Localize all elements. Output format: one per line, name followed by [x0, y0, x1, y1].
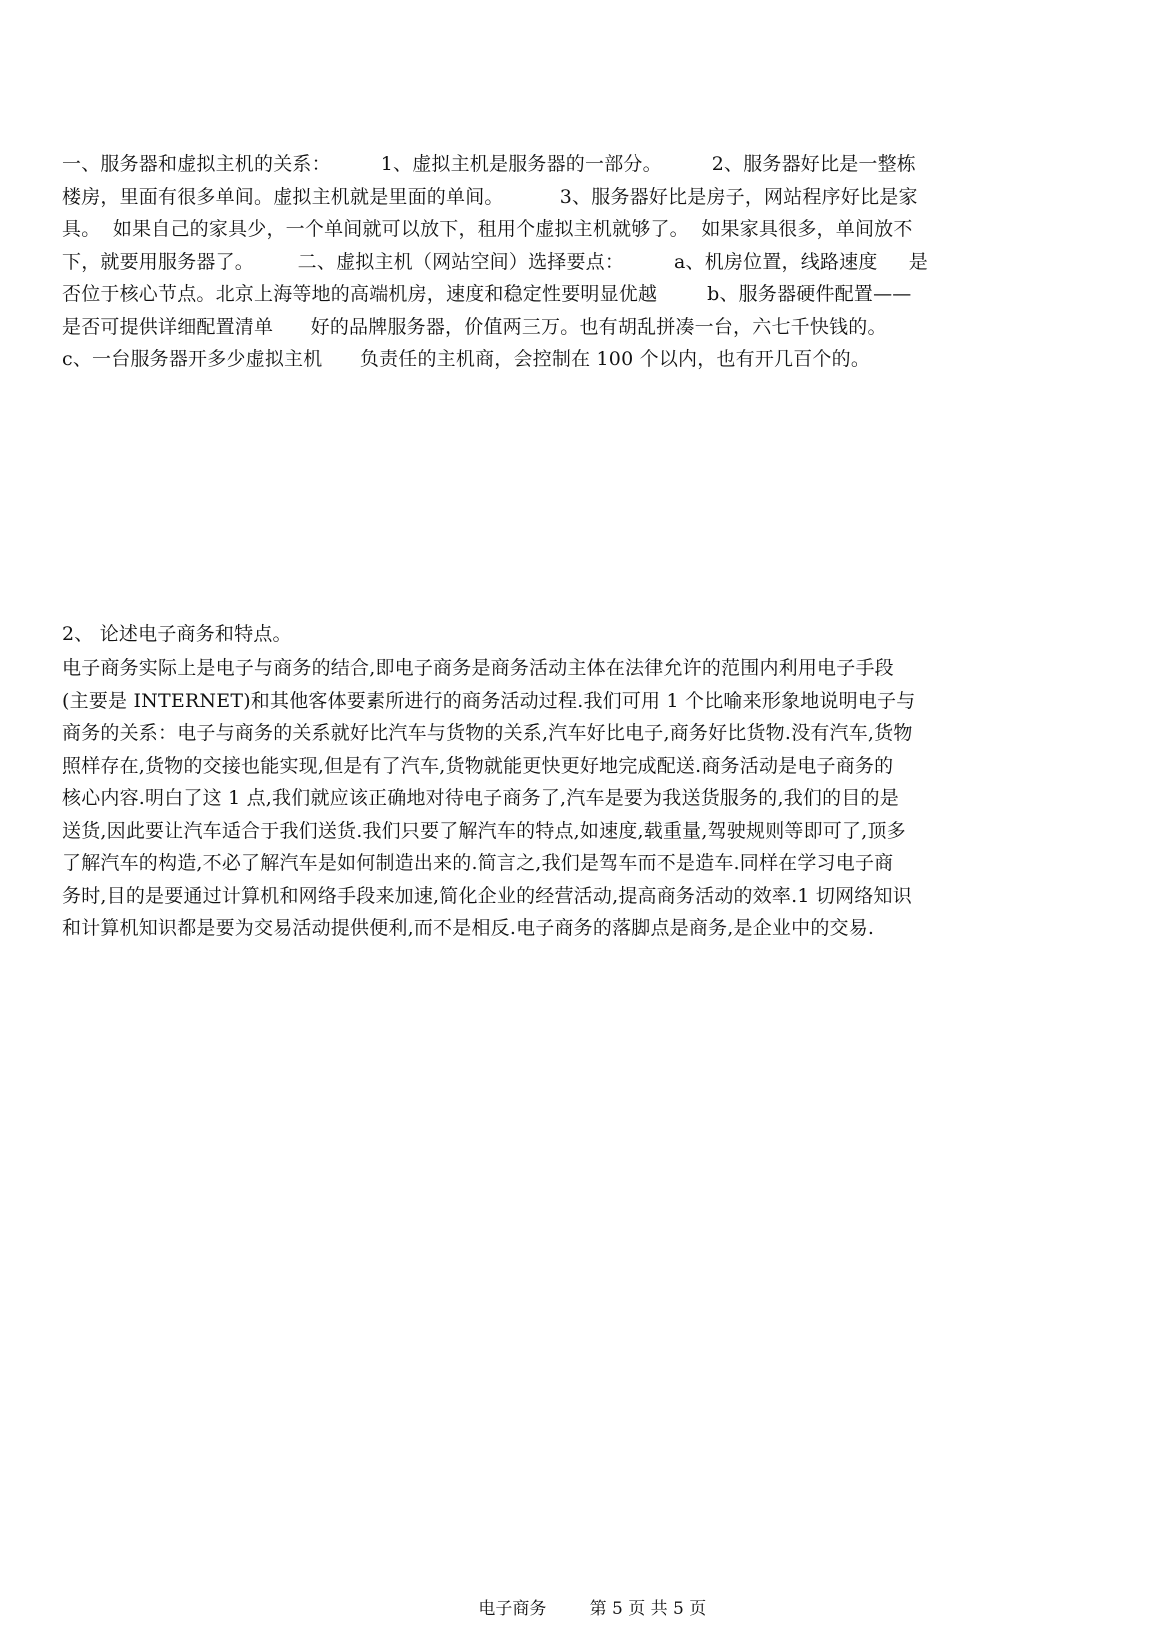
paragraph-line: 送货,因此要让汽车适合于我们送货.我们只要了解汽车的特点,如速度,载重量,驾驶规则等即可了,顶多 — [62, 819, 906, 842]
paragraph-line: 核心内容.明白了这 1 点,我们就应该正确地对待电子商务了,汽车是要为我送货服务的,我们的目的是 — [62, 787, 899, 809]
paragraph-line: 是否可提供详细配置清单 好的品牌服务器，价值两三万。也有胡乱拼凑一台，六七千快钱的。 — [62, 315, 887, 338]
paragraph-line: 一、服务器和虚拟主机的关系： 1、虚拟主机是服务器的一部分。 2、服务器好比是一整栋 — [62, 153, 917, 175]
paragraph-line: 务时,目的是要通过计算机和网络手段来加速,简化企业的经营活动,提高商务活动的效率.1 切网络知识 — [62, 884, 912, 907]
paragraph-line: 下，就要用服务器了。 二、虚拟主机（网站空间）选择要点： a、机房位置，线路速度 是 — [62, 250, 928, 273]
paragraph-line: 和计算机知识都是要为交易活动提供便利,而不是相反.电子商务的落脚点是商务,是企业中的交易. — [62, 917, 875, 939]
page-footer — [0, 1576, 1163, 1642]
paragraph-line: 电子商务实际上是电子与商务的结合,即电子商务是商务活动主体在法律允许的范围内利用电子手段 — [62, 657, 894, 679]
paragraph-line: (主要是 INTERNET)和其他客体要素所进行的商务活动过程.我们可用 1 个比喻来形象地说明电子与 — [62, 689, 916, 712]
section-heading — [62, 618, 1062, 651]
footer-page-number: 第 5 页 共 5 页 — [589, 1599, 707, 1619]
paragraph-line: 照样存在,货物的交接也能实现,但是有了汽车,货物就能更快更好地完成配送.商务活动是电子商务的 — [62, 754, 894, 777]
paragraph-line: 具。 如果自己的家具少，一个单间就可以放下，租用个虚拟主机就够了。 如果家具很多，单间放不 — [62, 218, 913, 240]
question-heading: 2、 论述电子商务和特点。 — [62, 623, 292, 645]
section-server-vs-virtual-host — [62, 148, 1062, 376]
paragraph-line: 商务的关系：电子与商务的关系就好比汽车与货物的关系,汽车好比电子,商务好比货物.没有汽车,货物 — [62, 722, 913, 744]
paragraph-line: 楼房，里面有很多单间。虚拟主机就是里面的单间。 3、服务器好比是房子，网站程序好比是家 — [62, 185, 918, 208]
section-ecommerce-essay — [62, 652, 1062, 945]
paragraph-line: c、一台服务器开多少虚拟主机 负责任的主机商，会控制在 100 个以内，也有开几百个的。 — [62, 348, 871, 370]
paragraph-line: 了解汽车的构造,不必了解汽车是如何制造出来的.简言之,我们是驾车而不是造车.同样在学习电子商 — [62, 852, 894, 874]
footer-course-title: 电子商务 — [478, 1599, 547, 1619]
paragraph-line: 否位于核心节点。北京上海等地的高端机房，速度和稳定性要明显优越 b、服务器硬件配置—— — [62, 283, 912, 305]
